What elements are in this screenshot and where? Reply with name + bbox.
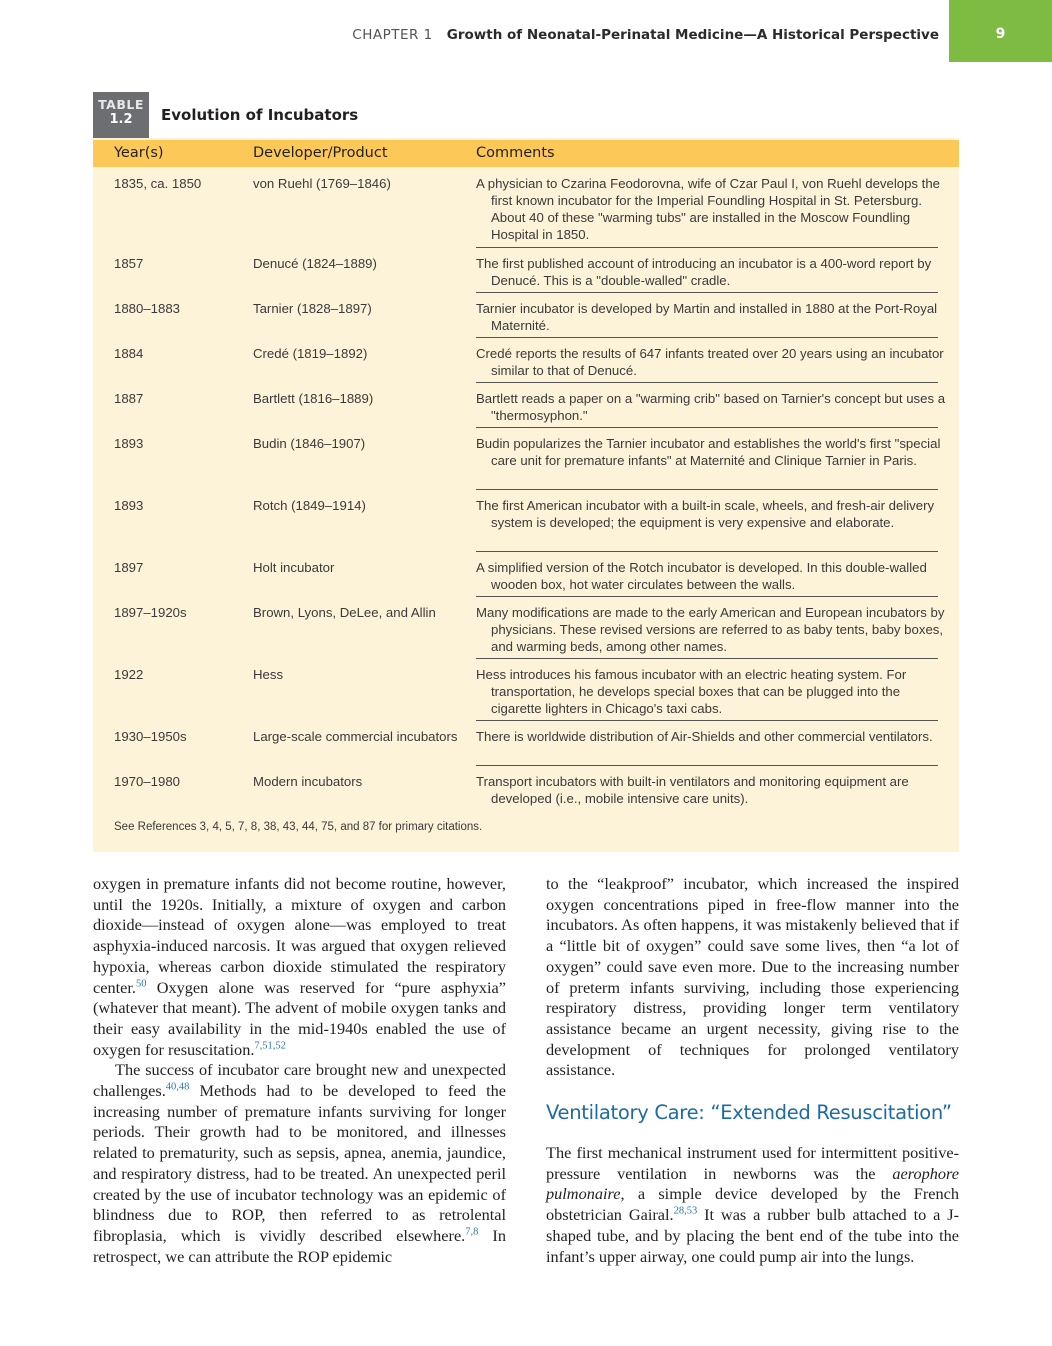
cell-developer: Large-scale commercial incubators: [253, 729, 458, 744]
table-row: [93, 721, 959, 766]
cell-developer: Brown, Lyons, DeLee, and Allin: [253, 605, 436, 620]
table-title: Evolution of Incubators: [161, 106, 359, 124]
table-label: [93, 92, 149, 139]
table-row: [93, 490, 959, 552]
chapter-label: CHAPTER 1: [352, 27, 433, 43]
cell-developer: Credé (1819–1892): [253, 346, 368, 361]
chapter-title: Growth of Neonatal-Perinatal Medicine—A Historical Perspective: [446, 27, 939, 43]
cell-year: 1893: [114, 436, 144, 451]
cell-comment: The first American incubator with a built-in scale, wheels, and fresh-air delivery system is developed; the equipment is very expensive and elaborate.: [476, 498, 935, 530]
table-row: [93, 293, 959, 338]
column-header-year: Year(s): [114, 145, 164, 161]
body-text: In retrospect, we can attribute the ROP epidemic: [93, 1225, 506, 1266]
cell-developer: Rotch (1849–1914): [253, 498, 366, 513]
cell-year: 1887: [114, 391, 144, 406]
body-paragraph: to the “leakproof” incubator, which increased the inspired oxygen concentrations piped in free-flow manner into the incubators. As often happens, it was mistakenly believed that if a “little bit of oxygen” could save some lives, then “a lot of oxygen” could save even more. Due to the increasing number of preterm infants surviving, including those experiencing respiratory distress, providing longer term ventilatory assistance became an urgent necessity, giving rise to the development of techniques for prolonged ventilatory assistance.: [546, 874, 959, 1080]
reference-link[interactable]: 7,8: [465, 1226, 479, 1238]
table-row: [93, 338, 959, 383]
section-heading: Ventilatory Care: “Extended Resuscitation”: [546, 1101, 952, 1125]
cell-developer: Budin (1846–1907): [253, 436, 366, 451]
cell-developer: Holt incubator: [253, 560, 335, 575]
body-paragraph: [546, 1143, 959, 1267]
body-text: The first mechanical instrument used for intermittent positive-pressure ventilation in newborns was the: [546, 1143, 959, 1183]
cell-year: 1835, ca. 1850: [114, 176, 202, 191]
cell-comment: A physician to Czarina Feodorovna, wife of Czar Paul I, von Ruehl develops the first known incubator for the Imperial Foundling Hospital in St. Petersburg. About 40 of these "warming tubs" are installed in the Moscow Foundling Hospital in 1850.: [476, 176, 941, 242]
cell-developer: Modern incubators: [253, 774, 363, 789]
cell-comment: Many modifications are made to the early American and European incubators by physicians. These revised versions are referred to as baby tents, baby boxes, and warming beds, among other names.: [476, 605, 945, 654]
table-footnote: See References 3, 4, 5, 7, 8, 38, 43, 44, 75, and 87 for primary citations.: [114, 821, 483, 833]
cell-comment: Budin popularizes the Tarnier incubator and establishes the world's first "special care unit for premature infants" at Maternité and Clinique Tarnier in Paris.: [476, 436, 941, 468]
cell-developer: Bartlett (1816–1889): [253, 391, 374, 406]
body-text: Oxygen alone was reserved for “pure asphyxia” (whatever that meant). The advent of mobile oxygen tanks and their easy availability in the mid-1940s enabled the use of oxygen for resuscitation.: [93, 977, 506, 1059]
running-head: [352, 27, 939, 43]
cell-developer: Tarnier (1828–1897): [253, 301, 372, 316]
reference-link[interactable]: 7,51,52: [254, 1040, 286, 1052]
column-header-comments: Comments: [476, 145, 555, 161]
cell-comment: Bartlett reads a paper on a "warming crib" based on Tarnier's concept but uses a "thermosyphon.": [476, 391, 946, 423]
table-label-number: 1.2: [109, 112, 133, 127]
table-body: [93, 168, 959, 811]
table-row: [93, 383, 959, 428]
table-row: [93, 168, 959, 248]
body-text-italic: aerophore pulmonaire: [546, 1163, 959, 1204]
body-paragraph: [93, 1060, 506, 1267]
table-row: [93, 248, 959, 293]
table-row: [93, 428, 959, 490]
cell-year: 1893: [114, 498, 144, 513]
reference-link[interactable]: 40,48: [165, 1081, 190, 1093]
table-row: [93, 552, 959, 597]
body-column-right: [546, 874, 959, 1267]
body-column-left: [93, 874, 506, 1267]
cell-comment: Credé reports the results of 647 infants treated over 20 years using an incubator similar to that of Denucé.: [476, 346, 944, 378]
body-text: Methods had to be developed to feed the increasing number of premature infants surviving for longer periods. Their growth had to be monitored, and illnesses related to prematurity, such as sepsis, apnea, anemia, jaundice, and respiratory distress, had to be treated. An unexpected peril created by the use of incubator technology was an epidemic of blindness due to ROP, then referred to as retrolental fibroplasia, which is vividly described elsewhere.: [93, 1081, 506, 1245]
column-header-developer: Developer/Product: [253, 145, 388, 161]
reference-link[interactable]: 28,53: [673, 1205, 698, 1217]
cell-developer: von Ruehl (1769–1846): [253, 176, 391, 191]
table-label-word: TABLE: [98, 97, 144, 112]
cell-comment: The first published account of introducing an incubator is a 400-word report by Denucé. This is a "double-walled" cradle.: [476, 256, 932, 288]
cell-comment: A simplified version of the Rotch incubator is developed. In this double-walled wooden box, hot water circulates between the walls.: [476, 560, 927, 592]
cell-comment: Tarnier incubator is developed by Martin and installed in 1880 at the Port-Royal Maternité.: [476, 301, 938, 333]
table-row: [93, 659, 959, 721]
body-text: The success of incubator care brought new and unexpected challenges.: [93, 1060, 506, 1101]
table-row: [93, 597, 959, 659]
cell-year: 1880–1883: [114, 301, 181, 316]
body-text: It was a rubber bulb attached to a J-shaped tube, and by placing the bent end of the tube into the infant’s upper airway, one could pump air into the lungs.: [546, 1205, 959, 1266]
reference-link[interactable]: 50: [135, 978, 147, 990]
cell-year: 1857: [114, 256, 144, 271]
cell-comment: Transport incubators with built-in ventilators and monitoring equipment are developed (i.e., mobile intensive care units).: [476, 774, 909, 806]
cell-year: 1922: [114, 667, 144, 682]
page-number: 9: [949, 0, 1052, 62]
cell-year: 1884: [114, 346, 144, 361]
body-text: oxygen in premature infants did not become routine, however, until the 1920s. Initially, a mixture of oxygen and carbon dioxide—instead of oxygen alone—was employed to treat asphyxia-induced narcosis. It was argued that oxygen relieved hypoxia, whereas carbon dioxide stimulated the respiratory center.: [93, 874, 506, 997]
cell-year: 1970–1980: [114, 774, 181, 789]
body-text: , a simple device developed by the French obstetrician Gairal.: [546, 1184, 959, 1225]
table-row: [93, 766, 959, 811]
cell-developer: Hess: [253, 667, 284, 682]
table-header: [93, 140, 959, 167]
cell-developer: Denucé (1824–1889): [253, 256, 377, 271]
cell-year: 1897–1920s: [114, 605, 187, 620]
cell-year: 1930–1950s: [114, 729, 187, 744]
cell-comment: Hess introduces his famous incubator with an electric heating system. For transportation, he develops special boxes that can be plugged into the cigarette lighters in Chicago's taxi cabs.: [476, 667, 907, 716]
body-paragraph: [93, 874, 506, 1060]
cell-year: 1897: [114, 560, 144, 575]
cell-comment: There is worldwide distribution of Air-Shields and other commercial ventilators.: [476, 729, 933, 744]
